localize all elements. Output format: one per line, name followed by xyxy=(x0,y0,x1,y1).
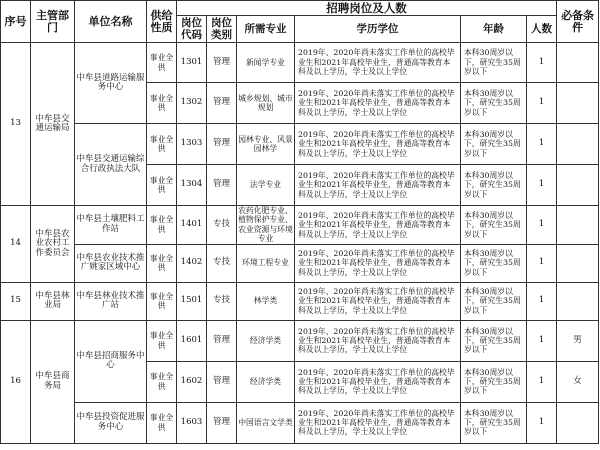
funding-cell: 事业全供 xyxy=(147,402,177,443)
count-cell: 1 xyxy=(527,165,557,206)
header-required: 必备条件 xyxy=(557,1,599,43)
education-cell: 2019年、2020年尚未落实工作单位的高校毕业生和2021年高校毕业生，普通高等教育本科及以上学历，学士及以上学位 xyxy=(295,165,461,206)
age-cell: 本科30周岁以下，研究生35周岁以下 xyxy=(461,83,527,124)
count-cell: 1 xyxy=(527,124,557,165)
age-cell: 本科30周岁以下，研究生35周岁以下 xyxy=(461,165,527,206)
funding-cell: 事业全供 xyxy=(147,244,177,282)
education-cell: 2019年、2020年尚未落实工作单位的高校毕业生和2021年高校毕业生，普通高等教育本科及以上学历，学士及以上学位 xyxy=(295,282,461,320)
post-code-cell: 1501 xyxy=(177,282,207,320)
post-code-cell: 1602 xyxy=(177,361,207,402)
required-cell xyxy=(557,402,599,443)
major-cell: 园林专业、风景园林学 xyxy=(237,124,295,165)
table-body xyxy=(1,43,599,444)
header-major: 所需专业 xyxy=(237,16,295,43)
required-cell xyxy=(557,244,599,282)
seq-cell: 15 xyxy=(1,282,31,320)
count-cell: 1 xyxy=(527,320,557,361)
unit-name-cell: 中牟县道路运输服务中心 xyxy=(75,43,147,124)
count-cell: 1 xyxy=(527,282,557,320)
unit-name-cell: 中牟县投资促进服务中心 xyxy=(75,402,147,443)
required-cell xyxy=(557,165,599,206)
required-cell xyxy=(557,206,599,245)
required-cell xyxy=(557,83,599,124)
post-type-cell: 专技 xyxy=(207,206,237,245)
post-type-cell: 管理 xyxy=(207,43,237,83)
education-cell: 2019年、2020年尚未落实工作单位的高校毕业生和2021年高校毕业生，普通高等教育本科及以上学历，学士及以上学位 xyxy=(295,43,461,83)
count-cell: 1 xyxy=(527,244,557,282)
header-count: 人数 xyxy=(527,16,557,43)
table-row xyxy=(1,43,599,83)
age-cell: 本科30周岁以下，研究生35周岁以下 xyxy=(461,282,527,320)
age-cell: 本科30周岁以下，研究生35周岁以下 xyxy=(461,402,527,443)
major-cell: 农药化肥专业、植物保护专业、农业资源与环境专业 xyxy=(238,206,293,244)
dept-cell: 中牟县林业局 xyxy=(31,282,75,320)
major-cell: 法学专业 xyxy=(237,165,295,206)
unit-name-cell: 中牟县交通运输综合行政执法大队 xyxy=(75,124,147,206)
funding-cell: 事业全供 xyxy=(147,165,177,206)
major-cell: 经济学类 xyxy=(237,361,295,402)
major-cell: 城乡规划、城市规划 xyxy=(237,83,295,124)
funding-cell: 事业全供 xyxy=(147,206,177,245)
education-cell: 2019年、2020年尚未落实工作单位的高校毕业生和2021年高校毕业生，普通高等教育本科及以上学历，学士及以上学位 xyxy=(295,244,461,282)
table-row xyxy=(1,244,599,282)
header-post-code: 岗位代码 xyxy=(177,16,207,43)
post-type-cell: 管理 xyxy=(207,361,237,402)
required-cell xyxy=(557,124,599,165)
post-type-cell: 管理 xyxy=(207,320,237,361)
post-code-cell: 1402 xyxy=(177,244,207,282)
count-cell: 1 xyxy=(527,43,557,83)
funding-cell: 事业全供 xyxy=(147,43,177,83)
table-row xyxy=(1,124,599,165)
major-cell: 中国语言文学类 xyxy=(237,402,295,443)
age-cell: 本科30周岁以下，研究生35周岁以下 xyxy=(461,124,527,165)
education-cell: 2019年、2020年尚未落实工作单位的高校毕业生和2021年高校毕业生，普通高等教育本科及以上学历，学士及以上学位 xyxy=(295,320,461,361)
post-code-cell: 1301 xyxy=(177,43,207,83)
header-education: 学历学位 xyxy=(295,16,461,43)
education-cell: 2019年、2020年尚未落实工作单位的高校毕业生和2021年高校毕业生，普通高等教育本科及以上学历，学士及以上学位 xyxy=(295,83,461,124)
post-code-cell: 1401 xyxy=(177,206,207,245)
age-cell: 本科30周岁以下，研究生35周岁以下 xyxy=(461,320,527,361)
major-cell: 新闻学专业 xyxy=(237,43,295,83)
dept-cell: 中牟县交通运输局 xyxy=(31,43,75,206)
table-row xyxy=(1,282,599,320)
header-dept: 主管部门 xyxy=(31,1,75,43)
unit-name-cell: 中牟县农业技术推广姚家区域中心 xyxy=(75,244,147,282)
post-type-cell: 管理 xyxy=(207,402,237,443)
header-unit: 单位名称 xyxy=(75,1,147,43)
table-header xyxy=(1,1,599,43)
post-type-cell: 管理 xyxy=(207,124,237,165)
funding-cell: 事业全供 xyxy=(147,361,177,402)
post-code-cell: 1302 xyxy=(177,83,207,124)
post-code-cell: 1601 xyxy=(177,320,207,361)
table-row xyxy=(1,320,599,361)
header-age: 年龄 xyxy=(461,16,527,43)
dept-cell: 中牟县农业农村工作委员会 xyxy=(31,206,75,283)
table-row xyxy=(1,402,599,443)
unit-name-cell: 中牟县招商服务中心 xyxy=(75,320,147,402)
post-code-cell: 1304 xyxy=(177,165,207,206)
post-code-cell: 1603 xyxy=(177,402,207,443)
table-row xyxy=(1,206,599,245)
education-cell: 2019年、2020年尚未落实工作单位的高校毕业生和2021年高校毕业生，普通高等教育本科及以上学历，学士及以上学位 xyxy=(295,206,461,245)
major-cell: 经济学类 xyxy=(237,320,295,361)
seq-cell: 14 xyxy=(1,206,31,283)
funding-cell: 事业全供 xyxy=(147,83,177,124)
seq-cell: 16 xyxy=(1,320,31,443)
post-type-cell: 管理 xyxy=(207,165,237,206)
required-cell: 男 xyxy=(557,320,599,361)
count-cell: 1 xyxy=(527,83,557,124)
major-cell: 环境工程专业 xyxy=(237,244,295,282)
count-cell: 1 xyxy=(527,206,557,245)
header-recruit-group: 招聘岗位及人数 xyxy=(177,1,557,16)
post-type-cell: 专技 xyxy=(207,244,237,282)
funding-cell: 事业全供 xyxy=(147,282,177,320)
required-cell xyxy=(557,282,599,320)
required-cell xyxy=(557,43,599,83)
seq-cell: 13 xyxy=(1,43,31,206)
header-post-type: 岗位类别 xyxy=(207,16,237,43)
unit-name-cell: 中牟县土壤肥料工作站 xyxy=(75,206,147,245)
post-type-cell: 专技 xyxy=(207,282,237,320)
education-cell: 2019年、2020年尚未落实工作单位的高校毕业生和2021年高校毕业生，普通高等教育本科及以上学历，学士及以上学位 xyxy=(295,402,461,443)
age-cell: 本科30周岁以下，研究生35周岁以下 xyxy=(461,361,527,402)
education-cell: 2019年、2020年尚未落实工作单位的高校毕业生和2021年高校毕业生，普通高等教育本科及以上学历，学士及以上学位 xyxy=(295,124,461,165)
post-code-cell: 1303 xyxy=(177,124,207,165)
age-cell: 本科30周岁以下，研究生35周岁以下 xyxy=(461,244,527,282)
age-cell: 本科30周岁以下，研究生35周岁以下 xyxy=(461,43,527,83)
education-cell: 2019年、2020年尚未落实工作单位的高校毕业生和2021年高校毕业生，普通高等教育本科及以上学历，学士及以上学位 xyxy=(295,361,461,402)
required-cell: 女 xyxy=(557,361,599,402)
funding-cell: 事业全供 xyxy=(147,320,177,361)
funding-cell: 事业全供 xyxy=(147,124,177,165)
header-seq: 序号 xyxy=(1,1,31,43)
age-cell: 本科30周岁以下，研究生35周岁以下 xyxy=(461,206,527,245)
unit-name-cell: 中牟县林业技术推广站 xyxy=(75,282,147,320)
count-cell: 1 xyxy=(527,402,557,443)
major-cell: 林学类 xyxy=(237,282,295,320)
count-cell: 1 xyxy=(527,361,557,402)
post-type-cell: 管理 xyxy=(207,83,237,124)
header-funding: 供给性质 xyxy=(147,1,177,43)
dept-cell: 中牟县商务局 xyxy=(31,320,75,443)
